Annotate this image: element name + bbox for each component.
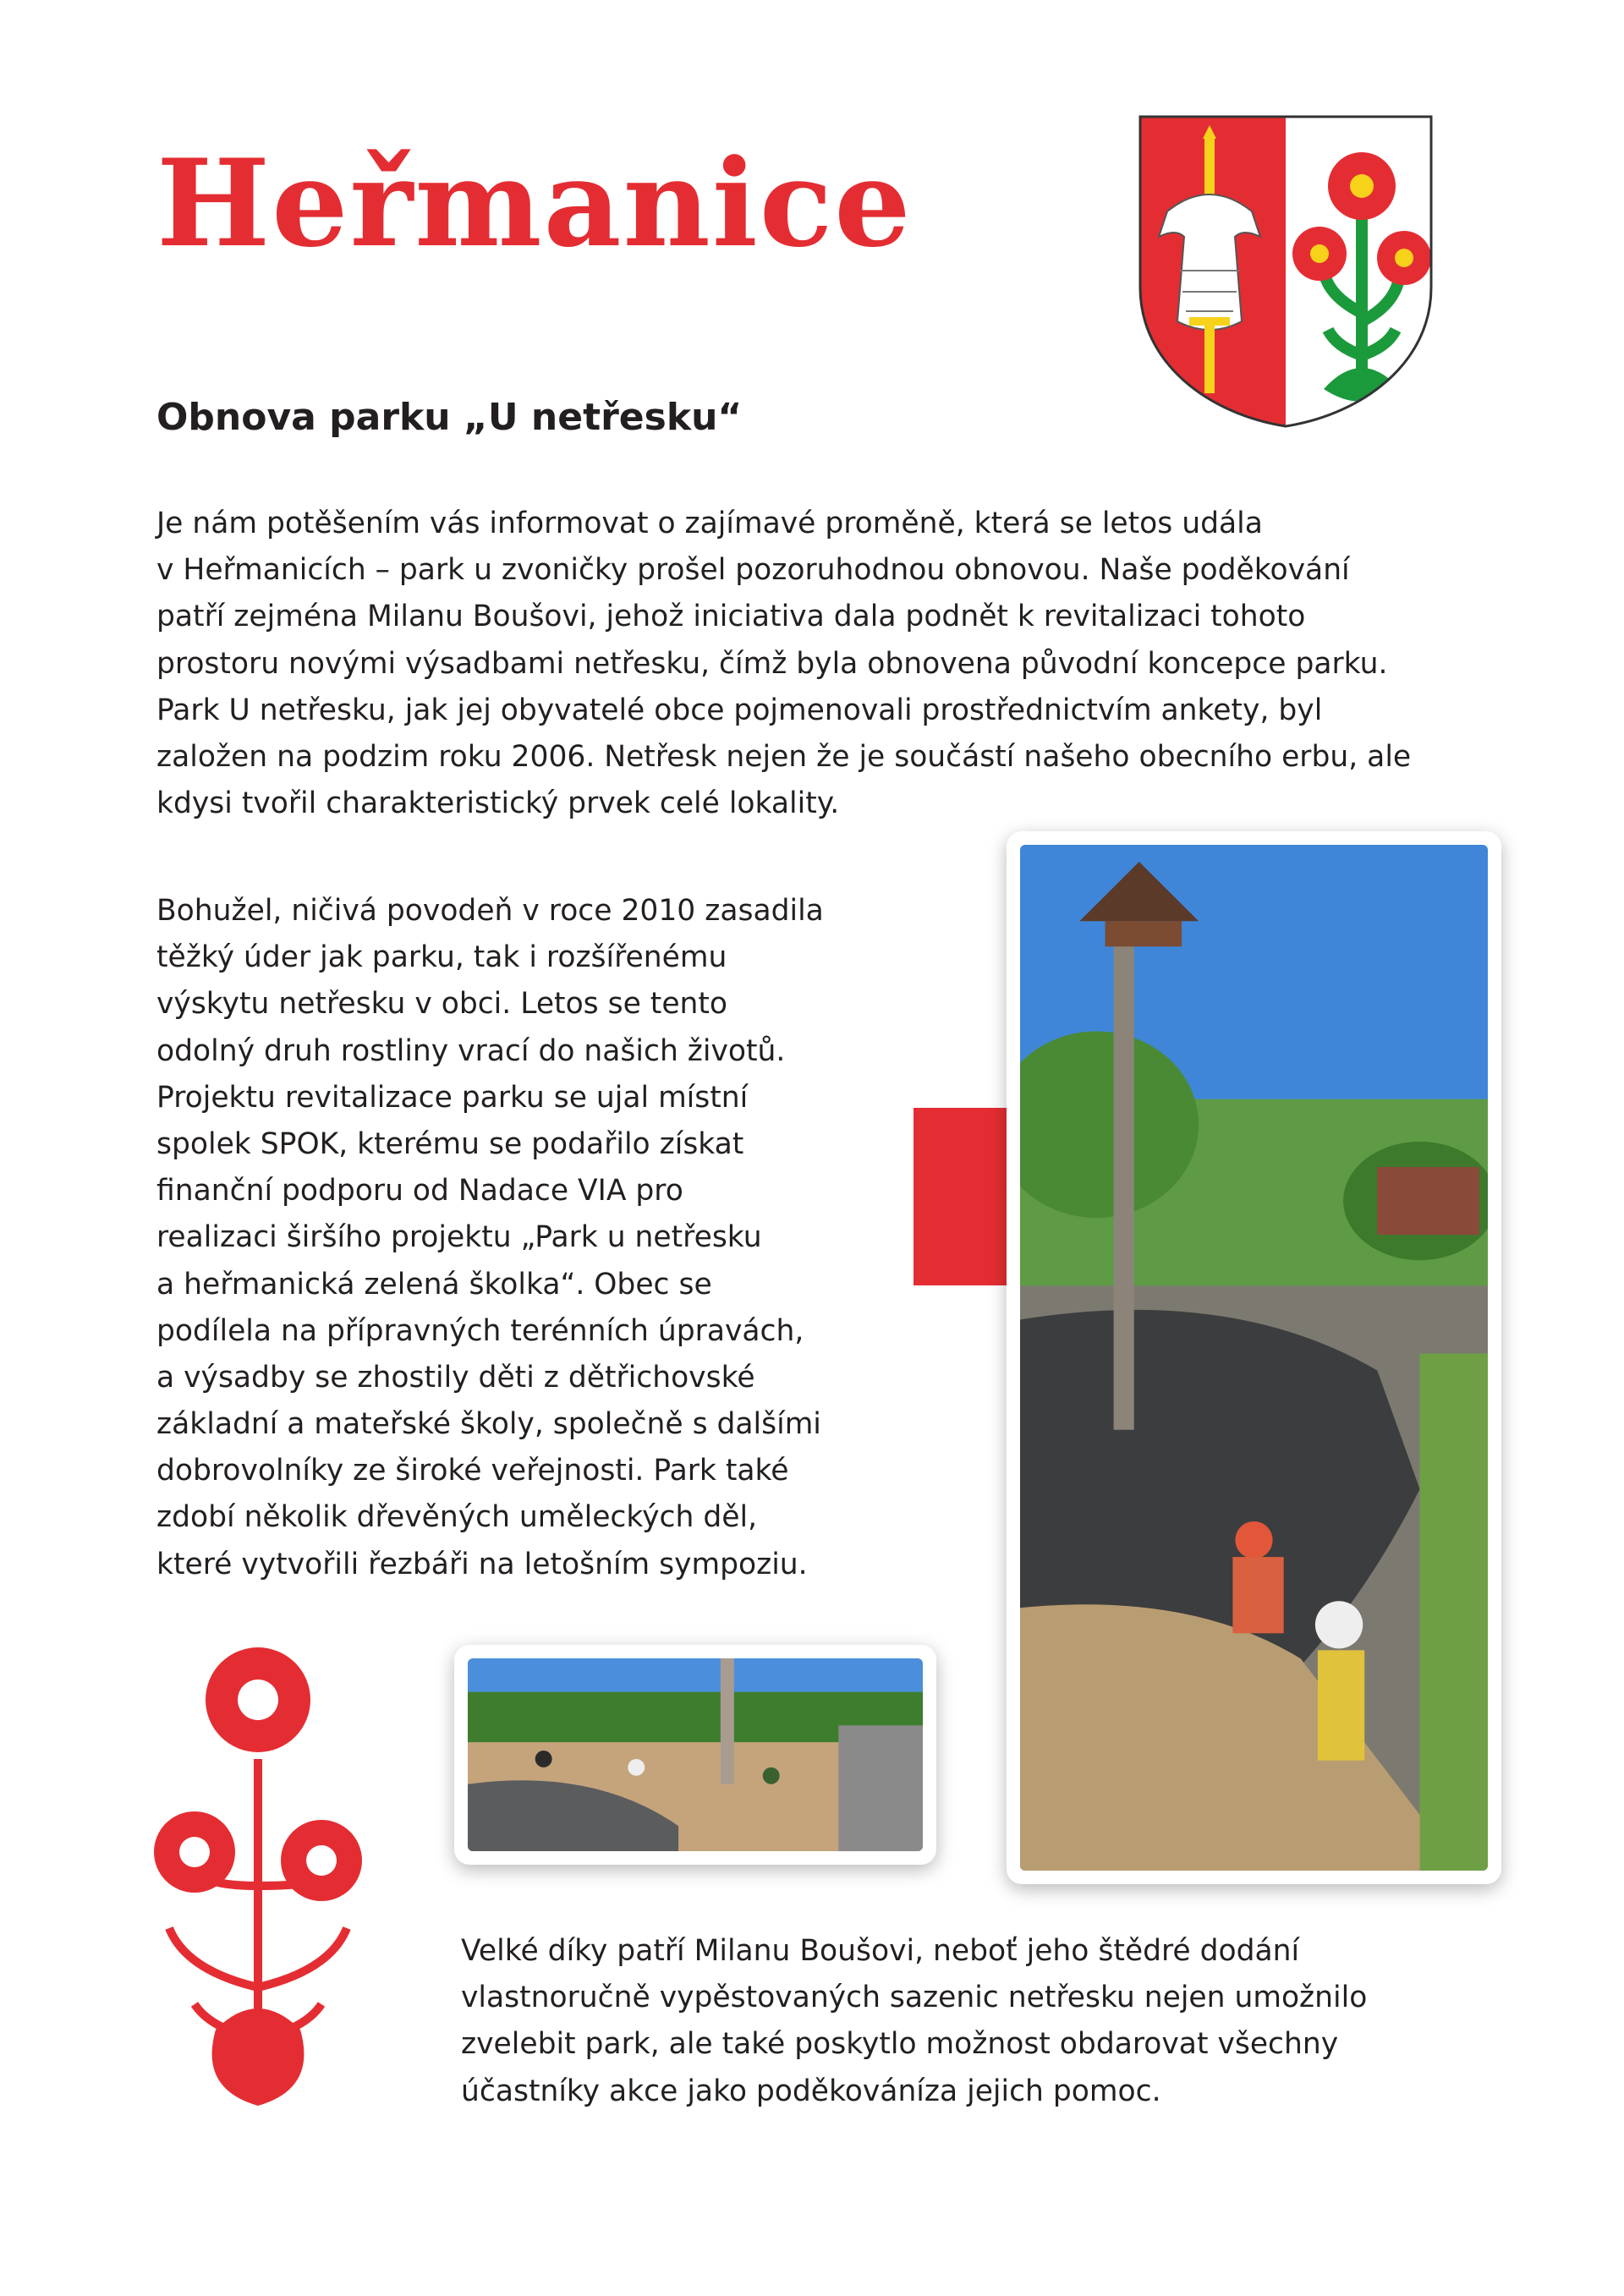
thanks-paragraph [461, 1928, 1476, 2115]
accent-bar [914, 1108, 1007, 1285]
text-line: podílela na přípravných terénních úpravách, [156, 1313, 804, 1348]
netresk-flower-icon [135, 1632, 381, 2114]
text-line: dobrovolníky ze široké veřejnosti. Park také [156, 1454, 789, 1488]
text-line: Velké díky patří Milanu Boušovi, neboť jeho štědré dodání [461, 1934, 1300, 1968]
text-line: v Heřmanicích – park u zvoničky prošel pozoruhodnou obnovou. Naše poděkování [156, 553, 1350, 588]
text-line: základní a mateřské školy, společně s dalšími [156, 1407, 821, 1442]
text-line: vlastnoručně vypěstovaných sazenic netřesku nejen umožnilo [461, 1981, 1368, 2015]
text-line: založen na podzim roku 2006. Netřesk nejen že je součástí našeho obecního erbu, ale [156, 739, 1412, 774]
park-photo-group [454, 1645, 936, 1865]
text-line: a výsadby se zhostily děti z dětřichovské [156, 1360, 755, 1395]
text-line: spolek SPOK, kterému se podařilo získat [156, 1126, 744, 1161]
text-line: Bohužel, ničivá povodeň v roce 2010 zasadila [156, 894, 824, 928]
text-line: těžký úder jak parku, tak i rozšířenému [156, 940, 727, 975]
intro-paragraph [156, 501, 1493, 827]
text-line: výskytu netřesku v obci. Letos se tento [156, 987, 728, 1022]
text-line: realizaci širšího projektu „Park u netřesku [156, 1220, 762, 1255]
article-subtitle: Obnova parku „U netřesku“ [156, 396, 743, 439]
text-line: Projektu revitalizace parku se ujal místní [156, 1080, 749, 1115]
text-line: Park U netřesku, jak jej obyvatelé obce pojmenovali prostřednictvím ankety, byl [156, 693, 1323, 727]
text-line: odolný druh rostliny vrací do našich životů. [156, 1033, 786, 1068]
text-line: účastníky akce jako poděkováníza jejich pomoc. [461, 2074, 1161, 2108]
text-line: a heřmanická zelená školka“. Obec se [156, 1267, 712, 1301]
page-title: Heřmanice [156, 134, 913, 274]
coat-of-arms-icon [1133, 110, 1438, 431]
text-line: kdysi tvořil charakteristický prvek celé lokality. [156, 786, 840, 821]
text-line: Je nám potěšením vás informovat o zajímavé proměně, která se letos udála [156, 507, 1263, 540]
text-line: patří zejména Milanu Boušovi, jehož iniciativa dala podnět k revitalizaci tohoto [156, 600, 1306, 634]
text-line: prostoru novými výsadbami netřesku, čímž byla obnovena původní koncepce parku. [156, 646, 1388, 681]
text-line: zdobí několik dřevěných uměleckých děl, [156, 1500, 758, 1535]
history-paragraph [156, 888, 884, 1588]
park-photo-main [1007, 831, 1501, 1884]
text-line: zvelebit park, ale také poskytlo možnost obdarovat všechny [461, 2027, 1339, 2062]
text-line: finanční podporu od Nadace VIA pro [156, 1174, 683, 1208]
text-line: které vytvořili řezbáři na letošním sympoziu. [156, 1547, 808, 1581]
